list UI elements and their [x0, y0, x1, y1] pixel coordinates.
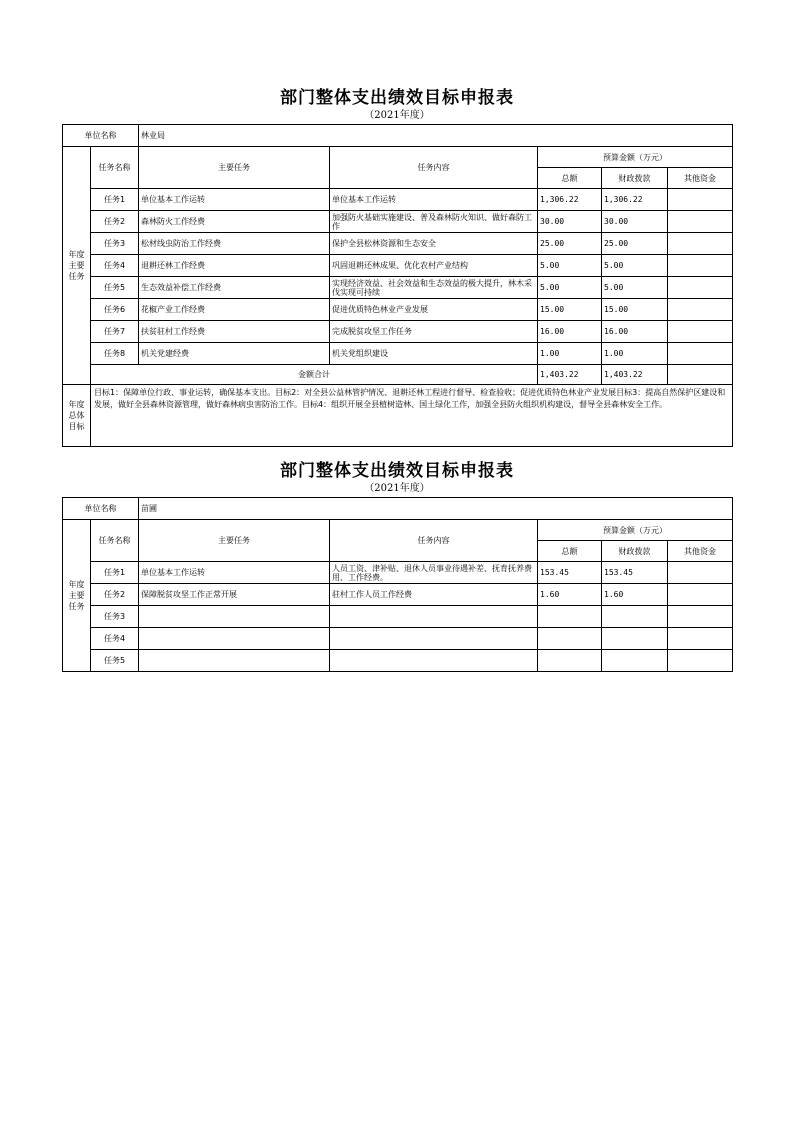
task-total: [538, 650, 602, 672]
task-content: 人员工资、津补贴、退休人员事业待遇补差、抚育抚养费用、工作经费。: [330, 562, 538, 584]
form-nursery: [62, 461, 732, 672]
table-row: [63, 233, 733, 255]
form-title: 部门整体支出绩效目标申报表: [280, 88, 514, 108]
task-main: 退耕还林工作经费: [139, 255, 330, 277]
col-fiscal: 财政拨款: [602, 168, 668, 189]
task-other: [668, 628, 733, 650]
col-fiscal: 财政拨款: [602, 541, 668, 562]
task-main: [139, 628, 330, 650]
task-main: 单位基本工作运转: [139, 562, 330, 584]
task-fiscal: 25.00: [602, 233, 668, 255]
task-total: 30.00: [538, 211, 602, 233]
task-main: 单位基本工作运转: [139, 189, 330, 211]
task-fiscal: 15.00: [602, 299, 668, 321]
task-fiscal: [602, 628, 668, 650]
col-budget: 预算金额（万元）: [538, 147, 733, 168]
task-content: 机关党组织建设: [330, 343, 538, 365]
task-main: 保障脱贫攻坚工作正常开展: [139, 584, 330, 606]
task-fiscal: 1.60: [602, 584, 668, 606]
task-content: 完成脱贫攻坚工作任务: [330, 321, 538, 343]
task-content: 巩固退耕还林成果、优化农村产业结构: [330, 255, 538, 277]
task-other: [668, 277, 733, 299]
annual-goal-text: 目标1：保障单位行政、事业运转，确保基本支出。目标2：对全县公益林管护情况、退耕还林工程进行督导、检查验收；促进优质特色林业产业发展目标3：提高自然保护区建设和发展，做好全县森林资源管理，做好森林病虫害防治工作。目标4：组织开展全县植树造林、国土绿化工作，加强全县防火组织机构建设，督导全县森林安全工作。: [91, 385, 733, 447]
table-row: [63, 255, 733, 277]
col-main-task: 主要任务: [139, 147, 330, 189]
unit-name: 林业局: [139, 125, 733, 147]
task-content: [330, 606, 538, 628]
table-row: [63, 299, 733, 321]
task-main: [139, 606, 330, 628]
task-content: 保护全县松林资源和生态安全: [330, 233, 538, 255]
task-content: 驻村工作人员工作经费: [330, 584, 538, 606]
task-main: 松材线虫防治工作经费: [139, 233, 330, 255]
task-total: [538, 606, 602, 628]
table-row: [63, 189, 733, 211]
task-total: 5.00: [538, 277, 602, 299]
task-main: 花椒产业工作经费: [139, 299, 330, 321]
task-id: 任务5: [91, 650, 139, 672]
task-other: [668, 211, 733, 233]
goal-row: [63, 385, 733, 447]
task-id: 任务1: [91, 562, 139, 584]
table-row: [63, 584, 733, 606]
annual-tasks-label: 年度主要任务: [63, 520, 91, 672]
task-other: [668, 343, 733, 365]
form-year: （2021年度）: [364, 110, 430, 121]
task-content: [330, 650, 538, 672]
task-fiscal: [602, 650, 668, 672]
task-fiscal: [602, 606, 668, 628]
task-main: 森林防火工作经费: [139, 211, 330, 233]
col-task-name: 任务名称: [91, 147, 139, 189]
task-id: 任务2: [91, 211, 139, 233]
annual-tasks-label: 年度主要任务: [63, 147, 91, 385]
task-total: 5.00: [538, 255, 602, 277]
task-other: [668, 233, 733, 255]
task-id: 任务1: [91, 189, 139, 211]
col-other: 其他资金: [668, 541, 733, 562]
task-main: 机关党建经费: [139, 343, 330, 365]
col-task-name: 任务名称: [91, 520, 139, 562]
table-row: [63, 650, 733, 672]
task-total: 16.00: [538, 321, 602, 343]
task-id: 任务3: [91, 606, 139, 628]
table-row: [63, 606, 733, 628]
task-content: 加强防火基础实施建设、普及森林防火知识、做好森防工作: [330, 211, 538, 233]
task-content: 单位基本工作运转: [330, 189, 538, 211]
task-other: [668, 562, 733, 584]
col-total: 总额: [538, 168, 602, 189]
task-total: 1.00: [538, 343, 602, 365]
task-content: 促进优质特色林业产业发展: [330, 299, 538, 321]
table-row: [63, 211, 733, 233]
task-total: 15.00: [538, 299, 602, 321]
col-task-content: 任务内容: [330, 147, 538, 189]
col-other: 其他资金: [668, 168, 733, 189]
col-budget: 预算金额（万元）: [538, 520, 733, 541]
sum-label: 金额合计: [91, 365, 538, 385]
form-year: （2021年度）: [364, 483, 430, 494]
task-id: 任务2: [91, 584, 139, 606]
task-main: 生态效益补偿工作经费: [139, 277, 330, 299]
unit-label: 单位名称: [63, 498, 139, 520]
col-total: 总额: [538, 541, 602, 562]
task-fiscal: 5.00: [602, 255, 668, 277]
sum-other: [668, 365, 733, 385]
task-total: 1.60: [538, 584, 602, 606]
task-total: [538, 628, 602, 650]
task-fiscal: 1.00: [602, 343, 668, 365]
task-content: 实现经济效益、社会效益和生态效益的极大提升，林木采伐实现可持续: [330, 277, 538, 299]
task-other: [668, 584, 733, 606]
task-id: 任务7: [91, 321, 139, 343]
task-id: 任务4: [91, 628, 139, 650]
task-id: 任务3: [91, 233, 139, 255]
task-id: 任务8: [91, 343, 139, 365]
task-fiscal: 16.00: [602, 321, 668, 343]
form-table: [62, 124, 733, 447]
task-fiscal: 30.00: [602, 211, 668, 233]
form-table: [62, 497, 733, 672]
task-id: 任务5: [91, 277, 139, 299]
sum-row: [63, 365, 733, 385]
unit-label: 单位名称: [63, 125, 139, 147]
task-total: 153.45: [538, 562, 602, 584]
task-id: 任务6: [91, 299, 139, 321]
table-row: [63, 277, 733, 299]
task-other: [668, 299, 733, 321]
task-id: 任务4: [91, 255, 139, 277]
task-content: [330, 628, 538, 650]
table-row: [63, 562, 733, 584]
task-fiscal: 1,306.22: [602, 189, 668, 211]
task-fiscal: 5.00: [602, 277, 668, 299]
form-forestry-bureau: [62, 88, 732, 447]
task-main: 扶贫驻村工作经费: [139, 321, 330, 343]
task-fiscal: 153.45: [602, 562, 668, 584]
unit-name: 苗圃: [139, 498, 733, 520]
task-other: [668, 189, 733, 211]
col-task-content: 任务内容: [330, 520, 538, 562]
task-main: [139, 650, 330, 672]
col-main-task: 主要任务: [139, 520, 330, 562]
task-other: [668, 255, 733, 277]
task-total: 1,306.22: [538, 189, 602, 211]
table-row: [63, 628, 733, 650]
task-other: [668, 650, 733, 672]
form-title: 部门整体支出绩效目标申报表: [280, 461, 514, 481]
table-row: [63, 321, 733, 343]
sum-fiscal: 1,403.22: [602, 365, 668, 385]
table-row: [63, 343, 733, 365]
task-other: [668, 606, 733, 628]
sum-total: 1,403.22: [538, 365, 602, 385]
annual-goal-label: 年度总体目标: [63, 385, 91, 447]
task-other: [668, 321, 733, 343]
task-total: 25.00: [538, 233, 602, 255]
